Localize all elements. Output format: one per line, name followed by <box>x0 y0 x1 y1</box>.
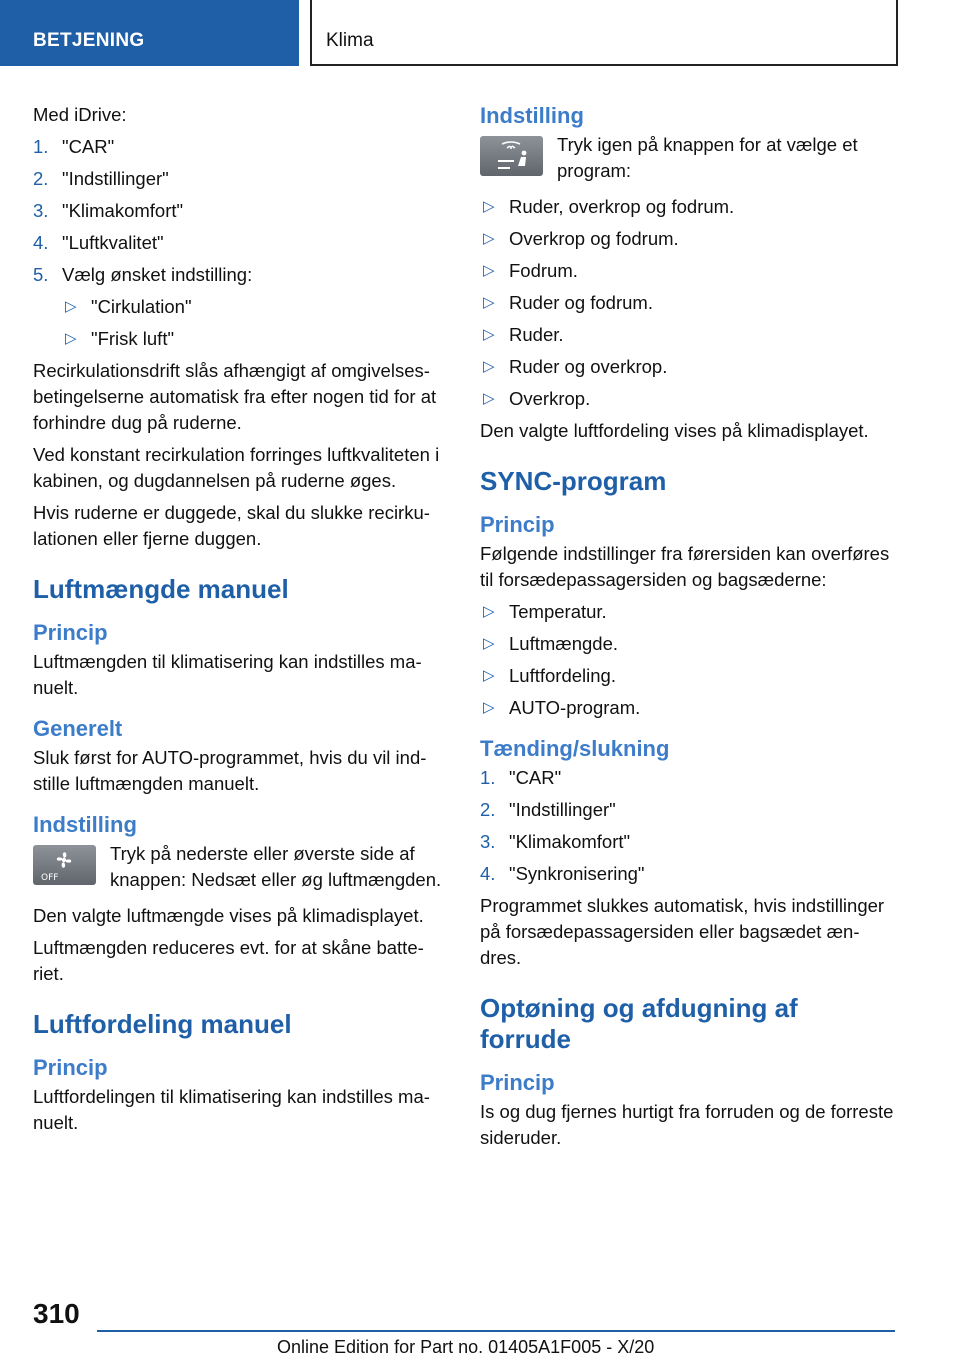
triangle-bullet-icon: ▷ <box>65 330 77 347</box>
onoff-heading: Tænding/slukning <box>480 736 670 761</box>
list-item: ▷ Luftmængde. <box>480 631 894 657</box>
triangle-bullet-icon: ▷ <box>65 298 77 315</box>
setting-heading: Indstilling <box>33 812 137 837</box>
sync-principle-text: Følgende indstillinger fra førersiden kan overføres til forsædepassagersiden og bagsæderne: <box>480 543 890 590</box>
footer-divider <box>97 1330 895 1332</box>
triangle-bullet-icon: ▷ <box>483 294 495 311</box>
list-item: 3. "Klimakomfort" <box>33 200 184 221</box>
distribution-principle-text: Luftfordelingen til klimatisering kan indstilles manuelt. <box>33 1086 430 1133</box>
triangle-bullet-icon: ▷ <box>483 667 495 684</box>
edition-text: Online Edition for Part no. 01405A1F005 - X/20 <box>277 1337 655 1357</box>
section-title: BETJENING <box>33 30 145 51</box>
sync-items <box>480 599 894 721</box>
program-list <box>480 194 894 412</box>
principle-heading: Princip <box>33 1055 108 1080</box>
page-number: 310 <box>33 1298 80 1329</box>
sync-heading: SYNC-program <box>480 466 667 496</box>
triangle-bullet-icon: ▷ <box>483 262 495 279</box>
triangle-bullet-icon: ▷ <box>483 390 495 407</box>
air-distribution-icon <box>480 136 543 176</box>
list-item: ▷ Ruder. <box>480 322 894 348</box>
section-tab <box>0 0 299 66</box>
list-item: ▷ "Frisk luft" <box>62 326 447 352</box>
onoff-steps <box>480 765 894 887</box>
triangle-bullet-icon: ▷ <box>483 230 495 247</box>
recirc-fog-paragraph: Hvis ruderne er duggede, skal du slukke recirkulationen eller fjerne duggen. <box>33 502 430 549</box>
chapter-title: Klima <box>326 30 374 51</box>
list-item: ▷ "Cirkulation" <box>62 294 447 320</box>
recirc-paragraph: Recirkulationsdrift slås afhængigt af omgivelsesbetingelserne automatisk fra efter nogen tid for at forhindre dug på ruderne. <box>33 360 437 433</box>
intro-text: Med iDrive: <box>33 104 127 125</box>
list-item: 1. "CAR" <box>33 136 115 157</box>
setting-text: Tryk igen på knappen for at vælge et program: <box>557 134 858 181</box>
distribution-display-text: Den valgte luftfordeling vises på klimadisplayet. <box>480 420 869 441</box>
onoff-text: Programmet slukkes automatisk, hvis indstillinger på forsædepassagersiden eller bagsædet ændres. <box>480 895 885 968</box>
triangle-bullet-icon: ▷ <box>483 326 495 343</box>
list-item: ▷ Ruder og fodrum. <box>480 290 894 316</box>
triangle-bullet-icon: ▷ <box>483 699 495 716</box>
list-item: 2. "Indstillinger" <box>480 799 616 820</box>
list-item: 1. "CAR" <box>480 767 562 788</box>
airflow-heading: Luftmængde manuel <box>33 574 289 604</box>
recirc-quality-paragraph: Ved konstant recirkulation forringes luftkvaliteten i kabinen, og dugdannelsen på ruderne øges. <box>33 444 440 491</box>
triangle-bullet-icon: ▷ <box>483 635 495 652</box>
distribution-button-row <box>480 132 894 184</box>
battery-text: Luftmængden reduceres evt. for at skåne batteriet. <box>33 937 424 984</box>
general-heading: Generelt <box>33 716 123 741</box>
list-item: ▷ Overkrop. <box>480 386 894 412</box>
list-item: 5. Vælg ønsket indstilling: <box>33 264 253 285</box>
list-item: ▷ Temperatur. <box>480 599 894 625</box>
list-item: 2. "Indstillinger" <box>33 168 169 189</box>
list-item: ▷ Ruder, overkrop og fodrum. <box>480 194 894 220</box>
distribution-heading: Luftfordeling manuel <box>33 1009 292 1039</box>
chapter-tab <box>310 0 898 66</box>
right-column <box>480 102 894 1157</box>
list-item: 3. "Klimakomfort" <box>480 831 631 852</box>
circulation-options <box>33 294 447 352</box>
defrost-heading: Optøning og afdugning af forrude <box>480 993 798 1054</box>
setting-text: Tryk på nederste eller øverste side af knappen: Nedsæt eller øg luftmængden. <box>110 843 442 890</box>
list-item: 4. "Synkronisering" <box>480 863 645 884</box>
general-text: Sluk først for AUTO-programmet, hvis du vil indstille luftmængden manuelt. <box>33 747 427 794</box>
triangle-bullet-icon: ▷ <box>483 198 495 215</box>
fan-button-icon <box>33 845 96 885</box>
triangle-bullet-icon: ▷ <box>483 358 495 375</box>
airflow-display-text: Den valgte luftmængde vises på klimadisplayet. <box>33 905 424 926</box>
principle-heading: Princip <box>480 512 555 537</box>
triangle-bullet-icon: ▷ <box>483 603 495 620</box>
svg-text:OFF: OFF <box>41 873 59 883</box>
list-item: ▷ Ruder og overkrop. <box>480 354 894 380</box>
principle-heading: Princip <box>480 1070 555 1095</box>
list-item: ▷ Fodrum. <box>480 258 894 284</box>
list-item: ▷ Luftfordeling. <box>480 663 894 689</box>
fan-button-row <box>33 841 447 893</box>
list-item: ▷ AUTO-program. <box>480 695 894 721</box>
airflow-principle-text: Luftmængden til klimatisering kan indstilles manuelt. <box>33 651 422 698</box>
setting-heading: Indstilling <box>480 103 584 128</box>
list-item: ▷ Overkrop og fodrum. <box>480 226 894 252</box>
left-column <box>33 102 447 1142</box>
defrost-text: Is og dug fjernes hurtigt fra forruden og de forreste sideruder. <box>480 1101 894 1148</box>
list-item: 4. "Luftkvalitet" <box>33 232 164 253</box>
idrive-steps <box>33 134 447 288</box>
principle-heading: Princip <box>33 620 108 645</box>
